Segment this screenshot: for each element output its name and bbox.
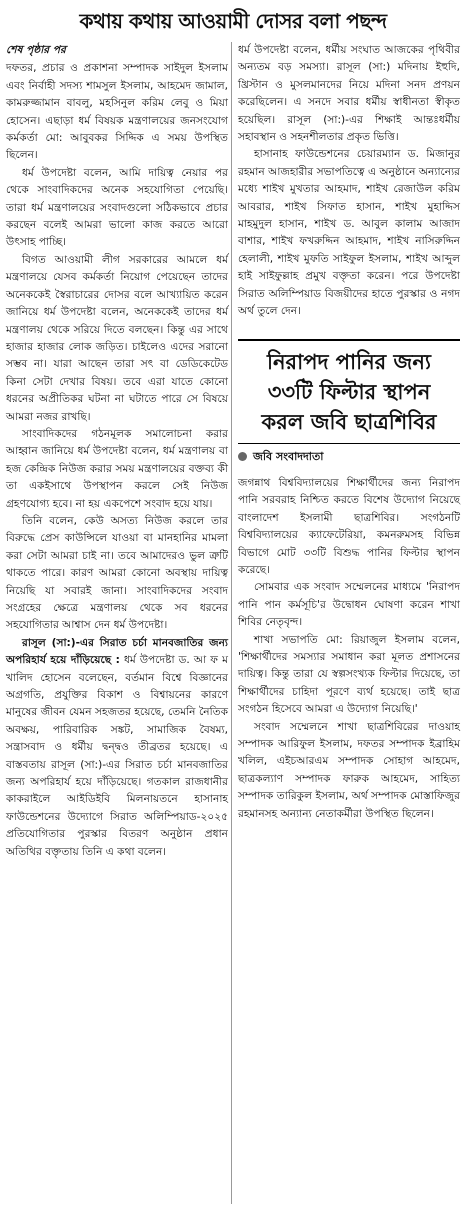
column-divider [231,42,232,1204]
story-headline-line: করল জবি ছাত্রশিবির [261,409,437,434]
article-paragraph: ধর্ম উপদেষ্টা বলেন, আমি দায়িত্ব নেয়ার পর থেকে সাংবাদিকদের অনেক সহযোগিতা পেয়েছি। তারা ধর্ম মন্ত্রণালয়ের সংবাদগুলো সঠিকভাবে প্রচার করছেন বলেই আমরা ভালো কাজ করতে আরো উৎসাহ পাচ্ছি। [6,166,228,249]
inline-subheading: রাসূল (সা:)-এর সিরাত চর্চা মানবজাতির জন্য অপরিহার্য হয়ে দাঁড়িয়েছে : [6,636,228,667]
article-paragraph: ধর্ম উপদেষ্টা বলেন, ধর্মীয় সংঘাত আজকের পৃথিবীর অন্যতম বড় সমস্যা। রাসূল (সা:) মদিনায় ইহুদি, খ্রিস্টান ও মুসলমানদের নিয়ে মদিনা সনদ প্রণয়ন করেছিলেন। এ সনদে সবার ধর্মীয় স্বাধীনতা স্বীকৃত হয়েছিল। রাসূল (সা:)-এর শিক্ষাই আন্তঃধর্মীয় সহাবস্থান ও সহনশীলতার প্রকৃত ভিত্তি। [238,44,460,144]
article-paragraph: তিনি বলেন, কেউ অসত্য নিউজ করলে তার বিরুদ্ধে প্রেস কাউন্সিলে যাওয়া বা মানহানির মামলা করা সেটা আমরা চাই না। তবে আমাদেরও ভুল ত্রুটি থাকতে পারে। কারণ আমরা কোনো অবস্থায় দায়িত্ব নিয়েছি যা সবারই জানা। সাংবাদিকদের সংবাদ সংগ্রহের ক্ষেত্রে মন্ত্রণালয় থেকে সব ধরনের সহযোগিতার আশ্বাস দেন ধর্ম উপদেষ্টা। [6,514,228,632]
story-headline-line: ৩৩টি ফিল্টার স্থাপন [267,379,431,404]
article-paragraph: বিগত আওয়ামী লীগ সরকারের আমলে ধর্ম মন্ত্রণালয়ে যেসব কর্মকর্তা নিয়োগ পেয়েছেন তাদের অনেককেই স্বৈরাচারের দোসর বলে আখ্যায়িত করেন জানিয়ে ধর্ম উপদেষ্টা বলেন, অনেককেই তাদের ধর্ম মন্ত্রণালয় থেকে সরিয়ে দিতে বলছেন। কিন্তু এর সাথে হাজার হাজার লোক জড়িত। চাইলেও এদের সরানো সম্ভব না। যারা আছেন তারা সৎ বা ডেডিকেটেড কিনা সেটা দেখার বিষয়। তবে এরা যাতে কোনো ধরনের অপ্রীতিকর ঘটনা না ঘটাতে পারে সে বিষয়ে আমরা নজর রাখছি। [6,253,228,423]
left-column [6,42,228,861]
subhead-paragraph [6,635,228,861]
article-paragraph: সংবাদ সম্মেলনে শাখা ছাত্রশিবিরের দাওয়াহ সম্পাদক আরিফুল ইসলাম, দফতর সম্পাদক ইব্রাহিম খলিল, এইচআরএম সম্পাদক সোহাগ আহমেদ, ছাত্রকল্যাণ সম্পাদক ফারুক আহমেদ, সাহিত্য সম্পাদক তারিকুল ইসলাম, অর্থ সম্পাদক মোস্তাফিজুর রহমানসহ অন্যান্য নেতাকর্মীরা উপস্থিত ছিলেন। [238,720,460,820]
right-column [238,42,460,823]
article-paragraph: হাসানাহ ফাউন্ডেশনের চেয়ারম্যান ড. মিজানুর রহমান আজহারীর সভাপতিত্বে এ অনুষ্ঠানে অন্যান্যের মধ্যে শাইখ মুখতার আহমাদ, শাইখ রেজাউল করিম আবরার, শাইখ সিফাত হাসান, শাইখ মুহাদ্দিস মাহমুদুল হাসান, শাইখ ড. আবুল কালাম আজাদ বাশার, শাইখ ফখরুদ্দিন আহমাদ, শাইখ নাসিরুদ্দিন হেলালী, শাইখ মুফতি সাইফুল ইসলাম, শাইখ আব্দুল হাই সাইফুল্লাহ প্রমুখ বক্তৃতা করেন। পরে উপদেষ্টা সিরাত অলিম্পিয়াড বিজয়ীদের হাতে পুরস্কার ও নগদ অর্থ তুলে দেন। [238,148,460,318]
byline [238,448,460,465]
bullet-icon [238,452,247,461]
story-headline-line: নিরাপদ পানির জন্য [267,349,431,374]
subhead-paragraph-text: ধর্ম উপদেষ্টা ড. আ ফ ম খালিদ হোসেন বলেছেন, বর্তমান বিশ্বে বিজ্ঞানের অগ্রগতি, প্রযুক্তির বিকাশ ও বিশ্বায়নের কারণে মানুষের জীবন যেমন সহজতর হয়েছে, তেমনি নৈতিক অবক্ষয়, পারিবারিক সঙ্কট, সামাজিক বৈষম্য, সন্ত্রাসবাদ ও ধর্মীয় দ্বন্দ্বও তীব্রতর হয়েছে। এ বাস্তবতায় রাসূল (সা:)-এর সিরাত চর্চা মানবজাতির জন্য অপরিহার্য হয়ে দাঁড়িয়েছে। গতকাল রাজধানীর কাকরাইলে আইডিইবি মিলনায়তনে হাসানাহ ফাউন্ডেশনের উদ্যোগে সিরাত অলিম্পিয়াড-২০২৫ প্রতিযোগিতার পুরস্কার বিতরণ অনুষ্ঠান প্রধান অতিথির বক্তৃতায় তিনি এ কথা বলেন। [6,654,228,858]
main-headline: কথায় কথায় আওয়ামী দোসর বলা পছন্দ [79,9,387,33]
article-paragraph: দফতর, প্রচার ও প্রকাশনা সম্পাদক সাইদুল ইসলাম এবং নির্বাহী সদস্য শামসুল ইসলাম, আহমেদ জামাল, কামরুজ্জামান বাবলু, মহসিনুল করিম লেবু ও মিয়া হোসেন। এছাড়া ধর্ম বিষয়ক মন্ত্রণালয়ের জনসংযোগ কর্মকর্তা মো: আবুবকর সিদ্দিক এ সময় উপস্থিত ছিলেন। [6,62,228,162]
article-paragraph: সোমবার এক সংবাদ সম্মেলনের মাধ্যমে 'নিরাপদ পানি পান কর্মসূচি'র উদ্বোধন ঘোষণা করেন শাখা শিবির নেতৃবৃন্দ। [238,581,460,629]
story-headline [238,339,460,444]
byline-text: জবি সংবাদদাতা [253,449,324,463]
article-paragraph: জগন্নাথ বিশ্ববিদ্যালয়ের শিক্ষার্থীদের জন্য নিরাপদ পানি সরবরাহ নিশ্চিত করতে বিশেষ উদ্যোগ নিয়েছে বাংলাদেশ ইসলামী ছাত্রশিবির। সংগঠনটি বিশ্ববিদ্যালয়ের ক্যাফেটেরিয়া, কমনরুমসহ বিভিন্ন বিভাগে মোট ৩৩টি বিশুদ্ধ পানির ফিল্টার স্থাপন করেছে। [238,476,460,576]
article-paragraph: সাংবাদিকদের গঠনমূলক সমালোচনা করার আহ্বান জানিয়ে ধর্ম উপদেষ্টা বলেন, ধর্ম মন্ত্রণালয় বা হজ কেন্দ্রিক নিউজ করার সময় মন্ত্রণালয়ের বক্তব্য কী তা একইসাথে উপস্থাপন করলে সেই নিউজ গ্রহণযোগ্য হবে। না হয় একপেশে সংবাদ হয়ে যায়। [6,427,228,510]
article-paragraph: শাখা সভাপতি মো: রিয়াজুল ইসলাম বলেন, 'শিক্ষার্থীদের সমস্যার সমাধান করা মূলত প্রশাসনের দায়িত্ব। কিন্তু তারা যে স্বল্পসংখ্যক ফিল্টার দিয়েছে, তা শিক্ষার্থীদের চাহিদা পূরণে ব্যর্থ হয়েছে। তাই ছাত্র সংগঠন হিসেবে আমরা এ উদ্যোগ নিয়েছি।' [238,633,460,716]
continued-label: শেষ পৃষ্ঠার পর [6,44,66,56]
